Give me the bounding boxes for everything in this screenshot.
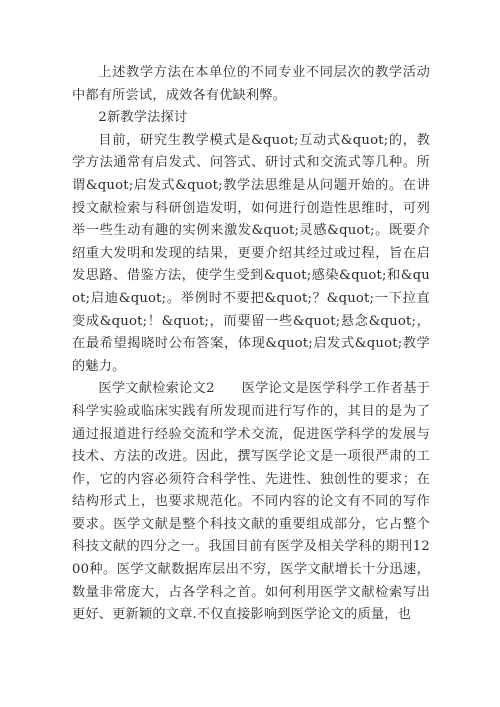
paragraph-medical-papers: 医学文献检索论文2 医学论文是医学科学工作者基于科学实验或临床实践有所发现而进行写作的，其目的是为了通过报道进行经验交流和学术交流，促进医学科学的发展与技术、方法的改进。因此，撰写医学论文是一项很严肃的工作，它的内容必须符合科学性、先进性、独创性的要求；在结构形式上，也要求规范化。不同内容的论文有不同的写作要求。医学文献是整个科技文献的重要组成部分，它占整个科技文献的四分之一。我国目前有医学及相关学科的期刊1200种。医学文献数据库层出不穷，医学文献增长十分迅速，数量非常庞大，占各学科之首。如何利用医学文献检索写出更好、更新颖的文章.不仅直接影响到医学论文的质量，也 [72,381,430,623]
document-body [72,62,430,627]
section-heading: 2新教学法探讨 [98,110,188,126]
paragraph-intro: 上述教学方法在本单位的不同专业不同层次的教学活动中都有所尝试，成效各有优缺利弊。 [72,65,430,103]
paragraph-heuristic-teaching: 目前，研究生教学模式是&quot;互动式&quot;的，教学方法通常有启发式、问答式、研讨式和交流式等几种。所谓&quot;启发式&quot;教学法思维是从问题开始的。在讲授文献检索与科研创造发明，如何进行创造性思维时，可列举一些生动有趣的实例来激发&quot;灵感&quot;。既要介绍重大发明和发现的结果，更要介绍其经过或过程，旨在启发思路、借鉴方法，使学生受到&quot;感染&quot;和&quot;启迪&quot;。举例时不要把&quot;？&quot;一下拉直变成&quot;！&quot;，而要留一些&quot;悬念&quot;，在最希望揭晓时公布答案，体现&quot;启发式&quot;教学的魅力。 [72,132,430,374]
